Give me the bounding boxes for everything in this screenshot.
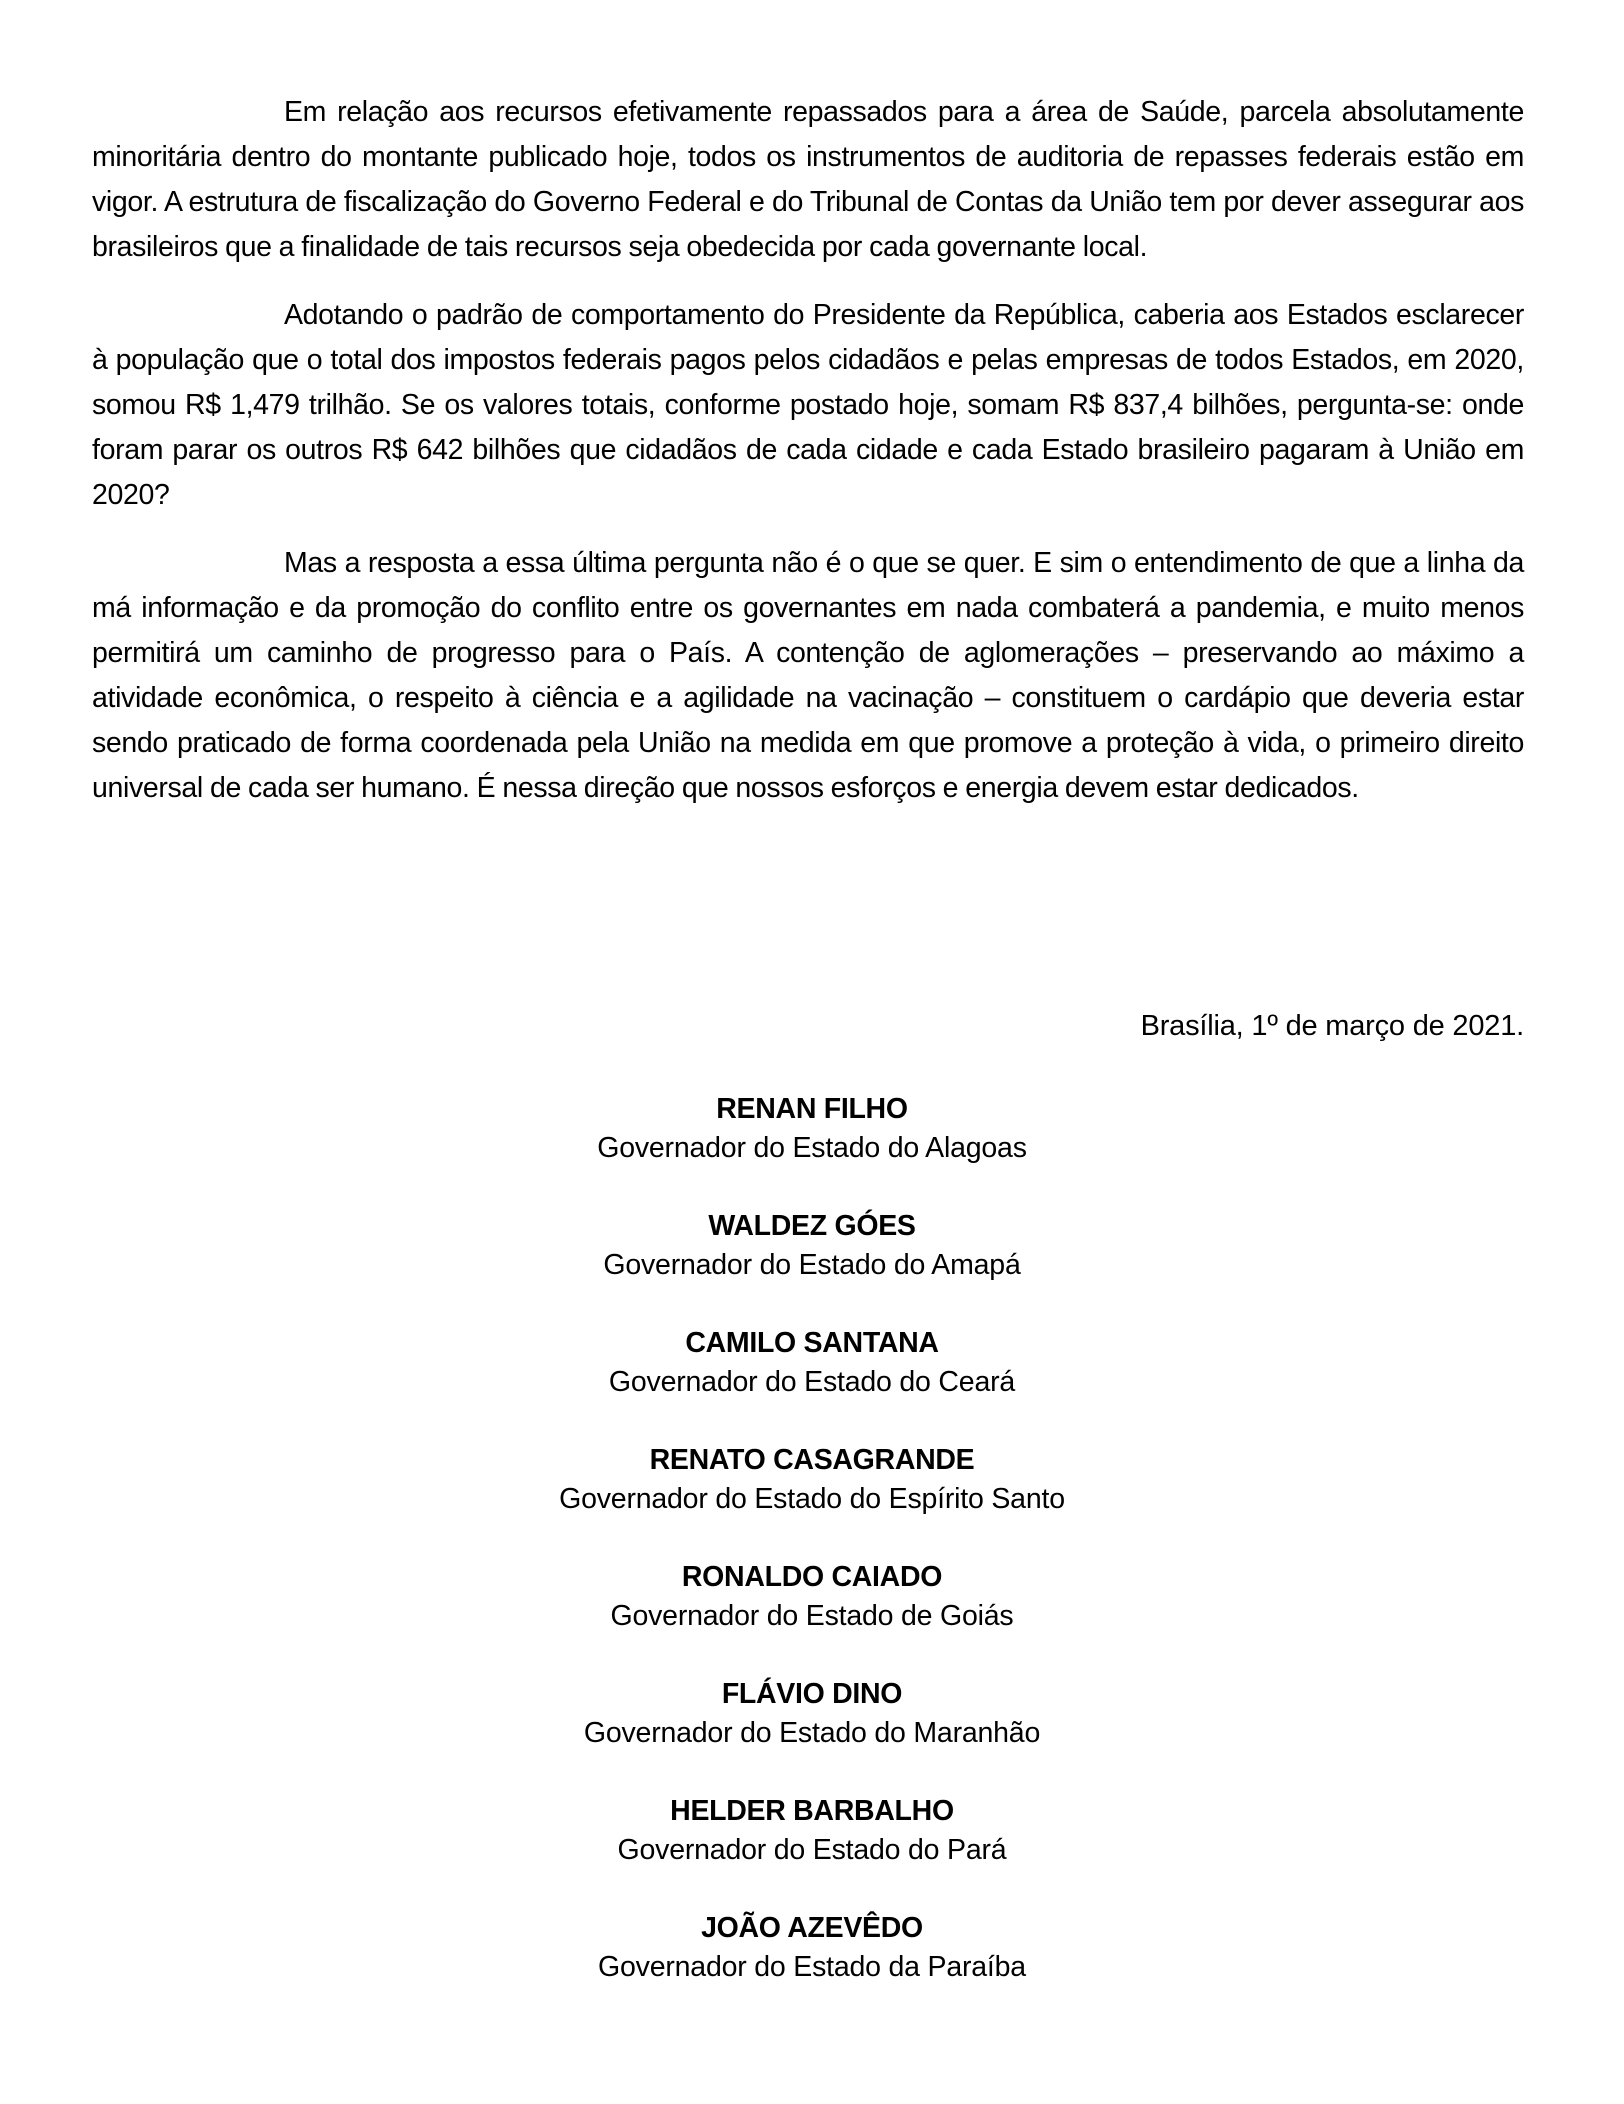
paragraph-conclusion: Mas a resposta a essa última pergunta não é o que se quer. E sim o entendimento de que a linha da má informação e da promoção do conflito entre os governantes em nada combaterá a pandemia, e muito menos permitirá um caminho de progresso para o País. A contenção de aglomerações – preservando ao máximo a atividade econômica, o respeito à ciência e a agilidade na vacinação – constituem o cardápio que deveria estar sendo praticado de forma coordenada pela União na medida em que promove a proteção à vida, o primeiro direito universal de cada ser humano. É nessa direção que nossos esforços e energia devem estar dedicados.	[92, 547, 1524, 804]
signatory-title: Governador do Estado da Paraíba	[598, 1951, 1026, 1983]
signature-block	[0, 1207, 1624, 1324]
signatory-title: Governador do Estado do Espírito Santo	[559, 1483, 1065, 1515]
paragraph-health-resources: Em relação aos recursos efetivamente repassados para a área de Saúde, parcela absolutamente minoritária dentro do montante publicado hoje, todos os instrumentos de auditoria de repasses federais estão em vigor. A estrutura de fiscalização do Governo Federal e do Tribunal de Contas da União tem por dever assegurar aos brasileiros que a finalidade de tais recursos seja obedecida por cada governante local.	[92, 96, 1524, 263]
signatory-title: Governador do Estado de Goiás	[610, 1600, 1014, 1632]
signatory-title: Governador do Estado do Ceará	[608, 1366, 1016, 1398]
signatory-name: CAMILO SANTANA	[685, 1327, 939, 1359]
paragraph-federal-taxes: Adotando o padrão de comportamento do Presidente da República, caberia aos Estados esclarecer à população que o total dos impostos federais pagos pelos cidadãos e pelas empresas de todos Estados, em 2020, somou R$ 1,479 trilhão. Se os valores totais, conforme postado hoje, somam R$ 837,4 bilhões, pergunta-se: onde foram parar os outros R$ 642 bilhões que cidadãos de cada cidade e cada Estado brasileiro pagaram à União em 2020?	[92, 299, 1524, 511]
signature-block	[0, 1792, 1624, 1909]
signatory-name: HELDER BARBALHO	[670, 1795, 954, 1827]
signatory-name: RENATO CASAGRANDE	[649, 1444, 975, 1476]
dateline: Brasília, 1º de março de 2021.	[1140, 1010, 1524, 1042]
signature-list	[0, 1090, 1624, 2026]
signature-block	[0, 1324, 1624, 1441]
signatory-name: WALDEZ GÓES	[708, 1210, 916, 1242]
signature-block	[0, 1441, 1624, 1558]
signatory-name: RENAN FILHO	[716, 1093, 908, 1125]
signatory-title: Governador do Estado do Alagoas	[597, 1132, 1027, 1164]
signatory-title: Governador do Estado do Amapá	[603, 1249, 1021, 1281]
signature-block	[0, 1675, 1624, 1792]
letter-body	[92, 90, 1524, 831]
signature-block	[0, 1909, 1624, 2026]
signatory-name: JOÃO AZEVÊDO	[701, 1912, 923, 1944]
signatory-title: Governador do Estado do Pará	[617, 1834, 1007, 1866]
signature-block	[0, 1558, 1624, 1675]
signatory-name: RONALDO CAIADO	[681, 1561, 943, 1593]
signatory-title: Governador do Estado do Maranhão	[583, 1717, 1041, 1749]
signatory-name: FLÁVIO DINO	[721, 1678, 903, 1710]
signature-block	[0, 1090, 1624, 1207]
